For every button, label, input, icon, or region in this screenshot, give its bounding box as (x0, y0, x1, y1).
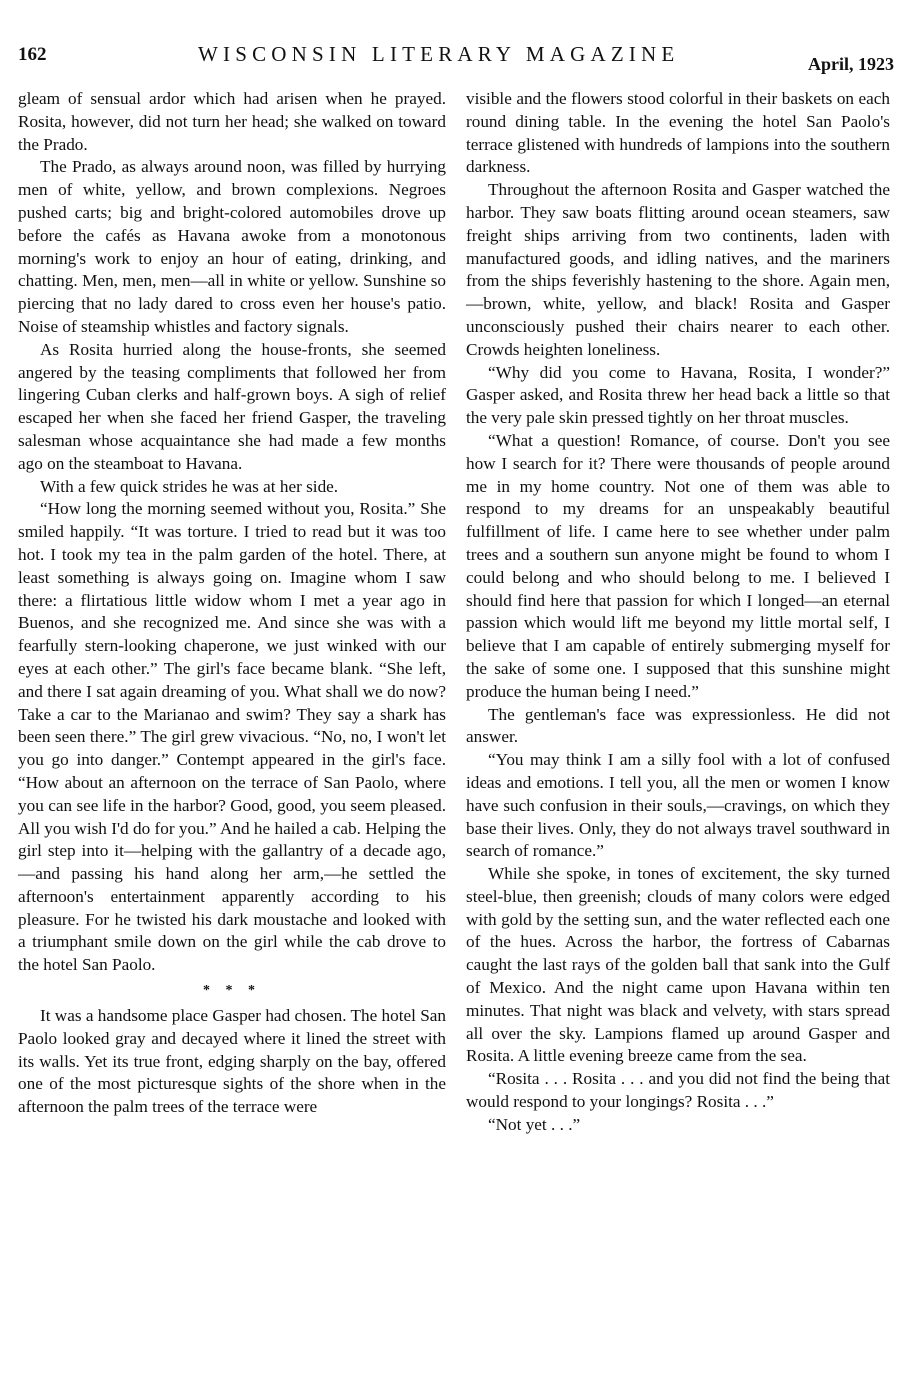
paragraph: The Prado, as always around noon, was filled by hurrying men of white, yellow, and brown complexions. Negroes pushed carts; big and bright-colored automobiles drove up before the cafés as Havana awoke from a monotonous morning's work to enjoy an hour of eating, drinking, and chatting. Men, men, men—all in white or yellow. Sunshine so piercing that no lady dared to cross even her house's patio. Noise of steamship whistles and factory signals. (18, 157, 446, 336)
paragraph: The gentleman's face was expressionless. He did not answer. (466, 704, 890, 747)
left-column (18, 88, 446, 1119)
paragraph: gleam of sensual ardor which had arisen when he prayed. Rosita, however, did not turn her head; she walked on toward the Prado. (18, 89, 446, 154)
paragraph: visible and the flowers stood colorful in their baskets on each round dining table. In the evening the hotel San Paolo's terrace glistened with hundreds of lampions into the southern darkness. (466, 89, 890, 177)
issue-date: April, 1923 (807, 54, 894, 74)
paragraph: It was a handsome place Gasper had chosen. The hotel San Paolo looked gray and decayed where it lined the street with its walls. Yet its true front, edging sharply on the bay, offered one of the most picturesque sights of the shore when in the afternoon the palm trees of the terrace were (18, 1006, 446, 1117)
paragraph: Throughout the afternoon Rosita and Gasper watched the harbor. They saw boats flitting around ocean steamers, saw freight ships arriving from two continents, laden with manufactured goods, and idling natives, and the mariners from the ships feverishly hastening to the shore. Again men,—brown, white, yellow, and black! Rosita and Gasper unconsciously pushed their chairs nearer to each other. Crowds heighten loneliness. (466, 180, 890, 359)
paragraph: “What a question! Romance, of course. Don't you see how I search for it? There were thousands of people around me in my home country. Not one of them was able to respond to my dreams for an unspeakably beautiful fulfillment of life. I came here to see whether under palm trees and a southern sun anyone might be found to whom I could belong and who should belong to me. I believed I should find here that passion for which I longed—an eternal passion which would lift me beyond my little mortal self, I believe that I am capable of entirely submerging myself for the sake of some one. I supposed that this sunshine might produce the human being I need.” (466, 430, 890, 701)
paragraph: “Not yet . . .” (488, 1114, 581, 1134)
paragraph: “How long the morning seemed without you, Rosita.” She smiled happily. “It was torture. I tried to read but it was too hot. I took my tea in the palm garden of the hotel. There, at least something is always going on. Imagine whom I saw there: a flirtatious little widow whom I met a year ago in Buenos, and she recognized me. And since she was with a fearfully stern-looking chaperone, we just winked with our eyes at each other.” The girl's face became blank. “She left, and there I sat again dreaming of you. What shall we do now? Take a car to the Marianao and swim? They say a shark has been seen there.” The girl grew vivacious. “No, no, I won't let you go into danger.” Contempt appeared in the girl's face. “How about an afternoon on the terrace of San Paolo, where you can see life in the harbor? Good, good, you seem pleased. All you wish I'd do for you.” And he hailed a cab. Helping the girl step into it—helping with the gallantry of a decade ago,—and passing his hand along her arm,—he settled the afternoon's entertainment apparently according to his pleasure. For he twisted his dark moustache and looked with a triumphant smile down on the girl while the cab drove to the hotel San Paolo. (18, 499, 446, 975)
paragraph: “Rosita . . . Rosita . . . and you did not find the being that would respond to your longings? Rosita . . .” (466, 1069, 890, 1112)
paragraph: “Why did you come to Havana, Rosita, I wonder?” Gasper asked, and Rosita threw her head back a little so that the very pale skin pressed tightly on her throat muscles. (466, 362, 890, 428)
page-header (18, 38, 894, 78)
section-separator: * * * (203, 983, 261, 999)
paragraph: While she spoke, in tones of excitement, the sky turned steel-blue, then greenish; clouds of many colors were edged with gold by the setting sun, and the water reflected each one of the hues. Across the harbor, the fortress of Cabarnas caught the last rays of the golden ball that sank into the Gulf of Mexico. And the night came upon Havana within ten minutes. That night was black and velvety, with stars spread all over the sky. Lampions flamed up around Gasper and Rosita. A little evening breeze came from the sea. (466, 864, 890, 1066)
right-column (466, 88, 890, 1137)
paragraph: “You may think I am a silly fool with a lot of confused ideas and emotions. I tell you, all the men or women I know have such confusion in their souls,—cravings, on which they base their lives. Only, they do not always travel southward in search of romance.” (466, 750, 890, 861)
magazine-title: WISCONSIN LITERARY MAGAZINE (198, 42, 680, 66)
paragraph: With a few quick strides he was at her side. (40, 476, 339, 496)
paragraph: As Rosita hurried along the house-fronts, she seemed angered by the teasing compliments that followed her from lingering Cuban clerks and half-grown boys. A sigh of relief escaped her when she faced her friend Gasper, the traveling salesman whose acquaintance she had made a few months ago on the steamboat to Havana. (18, 339, 446, 473)
page-number: 162 (18, 44, 47, 65)
